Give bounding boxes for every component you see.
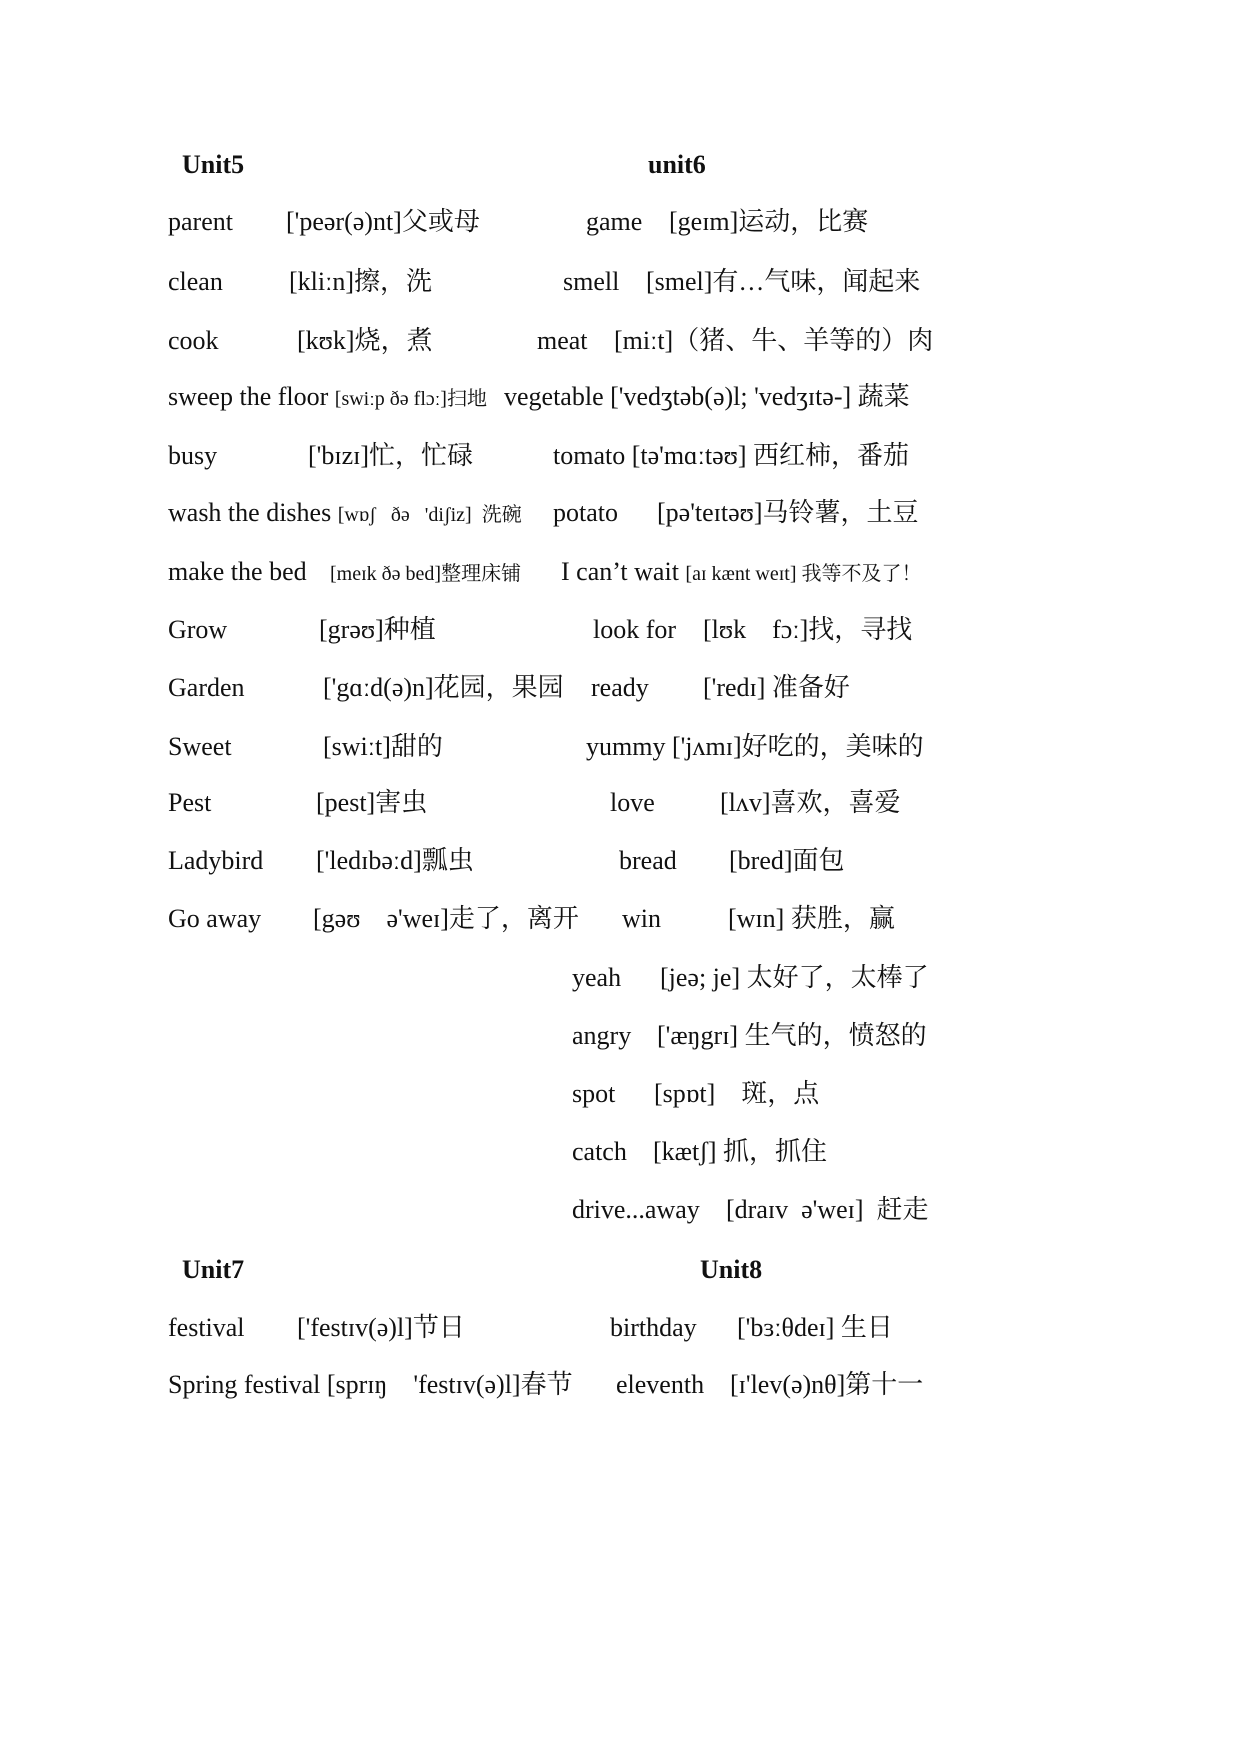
vocab-entry: [586, 209, 868, 235]
phonetic-meaning: [pə'teɪtəʊ]马铃薯，土豆: [657, 498, 919, 527]
word: Ladybird: [168, 846, 264, 875]
word: I can’t wait: [561, 557, 679, 586]
word: Spring festival: [168, 1370, 321, 1399]
vocab-entry: [168, 790, 427, 816]
word: yummy: [586, 732, 666, 761]
word: eleventh: [616, 1370, 705, 1399]
word: vegetable: [504, 382, 604, 411]
phonetic-meaning: [jeə; je] 太好了，太棒了: [660, 963, 929, 992]
vocab-entry: [619, 848, 845, 874]
unit7-heading: Unit7: [182, 1255, 245, 1284]
word: wash the dishes: [168, 498, 332, 527]
vocab-entry: [168, 269, 432, 295]
phonetic-meaning: [lʊk fɔː]找，寻找: [703, 615, 913, 644]
vocab-entry: [537, 328, 933, 354]
phonetic-meaning: [grəʊ]种植: [319, 615, 436, 644]
phonetic-meaning: [lʌv]喜欢，喜爱: [720, 788, 901, 817]
word: love: [610, 788, 655, 817]
phonetic-meaning: [smel]有…气味，闻起来: [646, 267, 921, 296]
vocab-entry: [504, 384, 910, 410]
vocab-entry: [591, 675, 850, 701]
phonetic-meaning: [aɪ kænt weɪt] 我等不及了！: [685, 563, 922, 585]
phonetic-meaning: [draɪv ə'weɪ] 赶走: [726, 1195, 929, 1224]
phonetic-meaning: ['gɑːd(ə)n]花园，果园: [323, 673, 564, 702]
phonetic-meaning: [tə'mɑːtəʊ] 西红柿，番茄: [631, 441, 910, 470]
phonetic-meaning: [kʊk]烧，煮: [297, 326, 433, 355]
vocab-entry: [168, 617, 436, 643]
word: tomato: [553, 441, 626, 470]
phonetic-meaning: [wɪn] 获胜，赢: [728, 904, 895, 933]
phonetic-meaning: [sprɪŋ 'festɪv(ə)l]春节: [326, 1370, 573, 1399]
word: parent: [168, 207, 233, 236]
word: win: [622, 904, 661, 933]
word: busy: [168, 441, 218, 470]
phonetic-meaning: ['bɪzɪ]忙，忙碌: [308, 441, 473, 470]
word: ready: [591, 673, 649, 702]
vocab-entry: [168, 906, 579, 932]
vocab-entry: [168, 1372, 573, 1398]
vocab-entry: [586, 734, 924, 760]
word: angry: [572, 1021, 632, 1050]
vocab-entry: [610, 790, 901, 816]
vocab-entry: [572, 1023, 927, 1049]
word: yeah: [572, 963, 622, 992]
word: sweep the floor: [168, 382, 329, 411]
word: spot: [572, 1079, 616, 1108]
word: bread: [619, 846, 677, 875]
phonetic-meaning: [meɪk ðə bed]整理床铺: [330, 563, 522, 585]
vocab-entry: [593, 617, 912, 643]
phonetic-meaning: ['redɪ] 准备好: [703, 673, 850, 702]
phonetic-meaning: [wɒʃ ðə 'diʃiz] 洗碗: [337, 504, 522, 526]
phonetic-meaning: [miːt]（猪、牛、羊等的）肉: [614, 326, 934, 355]
unit8-heading: Unit8: [700, 1255, 763, 1284]
vocab-entry: [572, 965, 929, 991]
word: game: [586, 207, 643, 236]
word: Sweet: [168, 732, 232, 761]
vocab-entry: [616, 1372, 923, 1398]
vocab-entry: [168, 384, 487, 410]
word: Garden: [168, 673, 245, 702]
phonetic-meaning: [kliːn]擦，洗: [289, 267, 432, 296]
vocab-entry: [168, 1315, 465, 1341]
unit6-heading: unit6: [648, 150, 706, 179]
word: catch: [572, 1137, 627, 1166]
phonetic-meaning: ['festɪv(ə)l]节日: [297, 1313, 465, 1342]
phonetic-meaning: ['ledɪbəːd]瓢虫: [316, 846, 474, 875]
word: clean: [168, 267, 223, 296]
phonetic-meaning: ['æŋgrɪ] 生气的，愤怒的: [657, 1021, 927, 1050]
vocab-entry: [168, 734, 443, 760]
phonetic-meaning: [spɒt] 斑，点: [654, 1079, 820, 1108]
vocab-entry: [168, 848, 474, 874]
word: birthday: [610, 1313, 697, 1342]
vocab-entry: [561, 559, 922, 585]
word: Grow: [168, 615, 228, 644]
vocab-entry: [168, 500, 522, 526]
vocab-entry: [572, 1081, 819, 1107]
word: festival: [168, 1313, 245, 1342]
phonetic-meaning: [gəʊ ə'weɪ]走了，离开: [313, 904, 579, 933]
vocab-entry: [563, 269, 920, 295]
vocab-entry: [610, 1315, 893, 1341]
phonetic-meaning: ['peər(ə)nt]父或母: [286, 207, 480, 236]
vocab-entry: [168, 328, 433, 354]
vocab-entry: [168, 675, 564, 701]
vocab-entry: [622, 906, 895, 932]
phonetic-meaning: [swiːt]甜的: [323, 732, 443, 761]
phonetic-meaning: [geɪm]运动，比赛: [669, 207, 869, 236]
word: look for: [593, 615, 677, 644]
word: meat: [537, 326, 588, 355]
vocab-entry: [553, 443, 909, 469]
word: cook: [168, 326, 219, 355]
word: smell: [563, 267, 620, 296]
word: make the bed: [168, 557, 307, 586]
word: Pest: [168, 788, 212, 817]
vocab-entry: [553, 500, 919, 526]
phonetic-meaning: ['bɜːθdeɪ] 生日: [737, 1313, 893, 1342]
vocab-entry: [572, 1197, 929, 1223]
phonetic-meaning: ['vedʒtəb(ə)l; 'vedʒɪtə-] 蔬菜: [610, 382, 910, 411]
vocab-entry: [168, 209, 480, 235]
vocab-entry: [168, 443, 473, 469]
word: drive...away: [572, 1195, 700, 1224]
phonetic-meaning: ['jʌmɪ]好吃的，美味的: [671, 732, 924, 761]
word: potato: [553, 498, 618, 527]
vocab-entry: [168, 559, 521, 585]
phonetic-meaning: [ɪ'lev(ə)nθ]第十一: [730, 1370, 924, 1399]
phonetic-meaning: [kætʃ] 抓，抓住: [653, 1137, 828, 1166]
word: Go away: [168, 904, 262, 933]
phonetic-meaning: [pest]害虫: [316, 788, 428, 817]
vocab-entry: [572, 1139, 827, 1165]
phonetic-meaning: [bred]面包: [729, 846, 845, 875]
phonetic-meaning: [swiːp ðə flɔː]扫地: [334, 388, 487, 410]
unit5-heading: Unit5: [182, 150, 245, 179]
